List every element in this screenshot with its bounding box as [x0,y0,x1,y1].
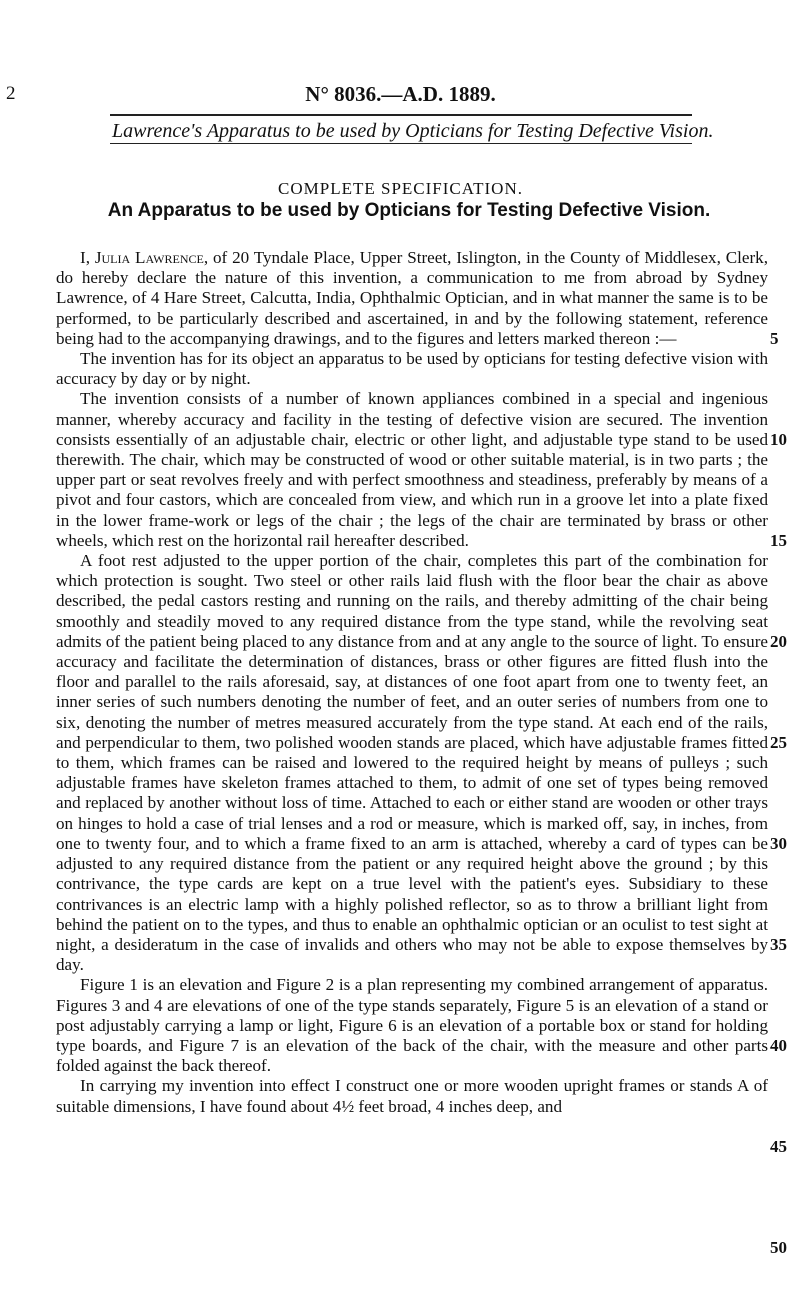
line-number: 20 [770,631,787,651]
header-rule-top [110,114,692,116]
line-number: 45 [770,1136,787,1156]
line-number: 40 [770,1035,787,1055]
patent-number: N° 8036.—A.D. 1889. [305,82,496,106]
line-number: 25 [770,732,787,752]
line-number: 15 [770,530,787,550]
paragraph-object: The invention has for its object an apparatus to be used by opticians for testing defective vision with accuracy by day or by night. [56,349,768,389]
line-number: 5 [770,328,779,348]
line-number: 35 [770,934,787,954]
paragraph-foot-rest: A foot rest adjusted to the upper portion of the chair, completes this part of the combination for which protection is sought. Two steel or other rails laid flush with the floor bear the chair as above described, the pedal castors resting and running on the rails, and thereby admitting of the chair being smoothly and steadily moved to any required distance from the type stand, while the revolving seat admits of the patient being placed to any distance from and at any angle to the source of light. To ensure accuracy and facilitate the determination of distances, brass or other figures are fitted flush into the floor and parallel to the rails aforesaid, say, at distances of one foot apart from one to twenty feet, an inner series of such numbers denoting the number of feet, and an outer series of numbers from one to six, denoting the number of metres measured accurately from the type stand. At each end of the rails, and perpendicular to them, two polished wooden stands are placed, which have adjustable frames fitted to them, which frames can be raised and lowered to the required height by means of pulleys ; such adjustable frames have skeleton frames attached to them, to admit of one set of types being removed and replaced by another without loss of time. Attached to each or either stand are wooden or other trays on hinges to hold a case of trial lenses and a rod or measure, which is marked off, say, in inches, from one to twenty four, and to which a frame fixed to an arm is attached, whereby a card of types can be adjusted to any required distance from the patient or any required height above the ground ; by this contrivance, the type cards are kept on a true level with the patient's eyes. Subsidiary to these contrivances is an electric lamp with a highly polished reflector, so as to throw a brilliant light from behind the patient on to the types, and thus to enable an ophthalmic optician or an oculist to test sight at night, a desideratum in the case of invalids and others who may not be able to expose themselves by day. [56,551,768,975]
page-number: 2 [6,83,16,104]
specification-heading: COMPLETE SPECIFICATION. [278,179,523,198]
paragraph-figures: Figure 1 is an elevation and Figure 2 is a plan representing my combined arrangement of apparatus. Figures 3 and 4 are elevations of one of the type stands separately, Figure 5 is an elevation of a stand or post adjustably carrying a lamp or light, Figure 6 is an elevation of a portable box or stand for holding type boards, and Figure 7 is an elevation of the back of the chair, with the measure and other parts folded against the back thereof. [56,975,768,1076]
line-number: 10 [770,429,787,449]
line-number: 50 [770,1237,787,1257]
header-rule-bottom [110,143,692,144]
running-title: Lawrence's Apparatus to be used by Opticians for Testing Defective Vision. [112,120,714,142]
paragraph-invention: The invention consists of a number of known appliances combined in a special and ingenious manner, whereby accuracy and facility in the testing of defective vision are secured. The invention consists essentially of an adjustable chair, electric or other light, and adjustable type stand to be used therewith. The chair, which may be constructed of wood or other suitable material, is in two parts ; the upper part or seat revolves freely and with perfect smoothness and steadiness, preferably by means of a pivot and four castors, which are concealed from view, and which run in a groove let into a plate fixed in the lower frame-work or legs of the chair ; the legs of the chair are terminated by brass or other wheels, which rest on the horizontal rail hereafter described. [56,389,768,550]
specification-body [56,248,768,1117]
line-number: 30 [770,833,787,853]
declaration-text: , of 20 Tyndale Place, Upper Street, Islington, in the County of Middlesex, Clerk, do hereby declare the nature of this invention, a communication to me from abroad by Sydney Lawrence, of 4 Hare Street, Calcutta, India, Ophthalmic Optician, and in what manner the same is to be performed, to be particularly described and ascertained, in and by the following statement, reference being had to the accompanying drawings, and to the figures and letters marked thereon :— [56,248,768,348]
paragraph-declaration [56,248,768,349]
declarant-name: I, Julia Lawrence [80,248,204,267]
paragraph-construction: In carrying my invention into effect I construct one or more wooden upright frames or stands A of suitable dimensions, I have found about 4½ feet broad, 4 inches deep, and [56,1076,768,1116]
document-title: An Apparatus to be used by Opticians for Testing Defective Vision. [107,200,711,221]
